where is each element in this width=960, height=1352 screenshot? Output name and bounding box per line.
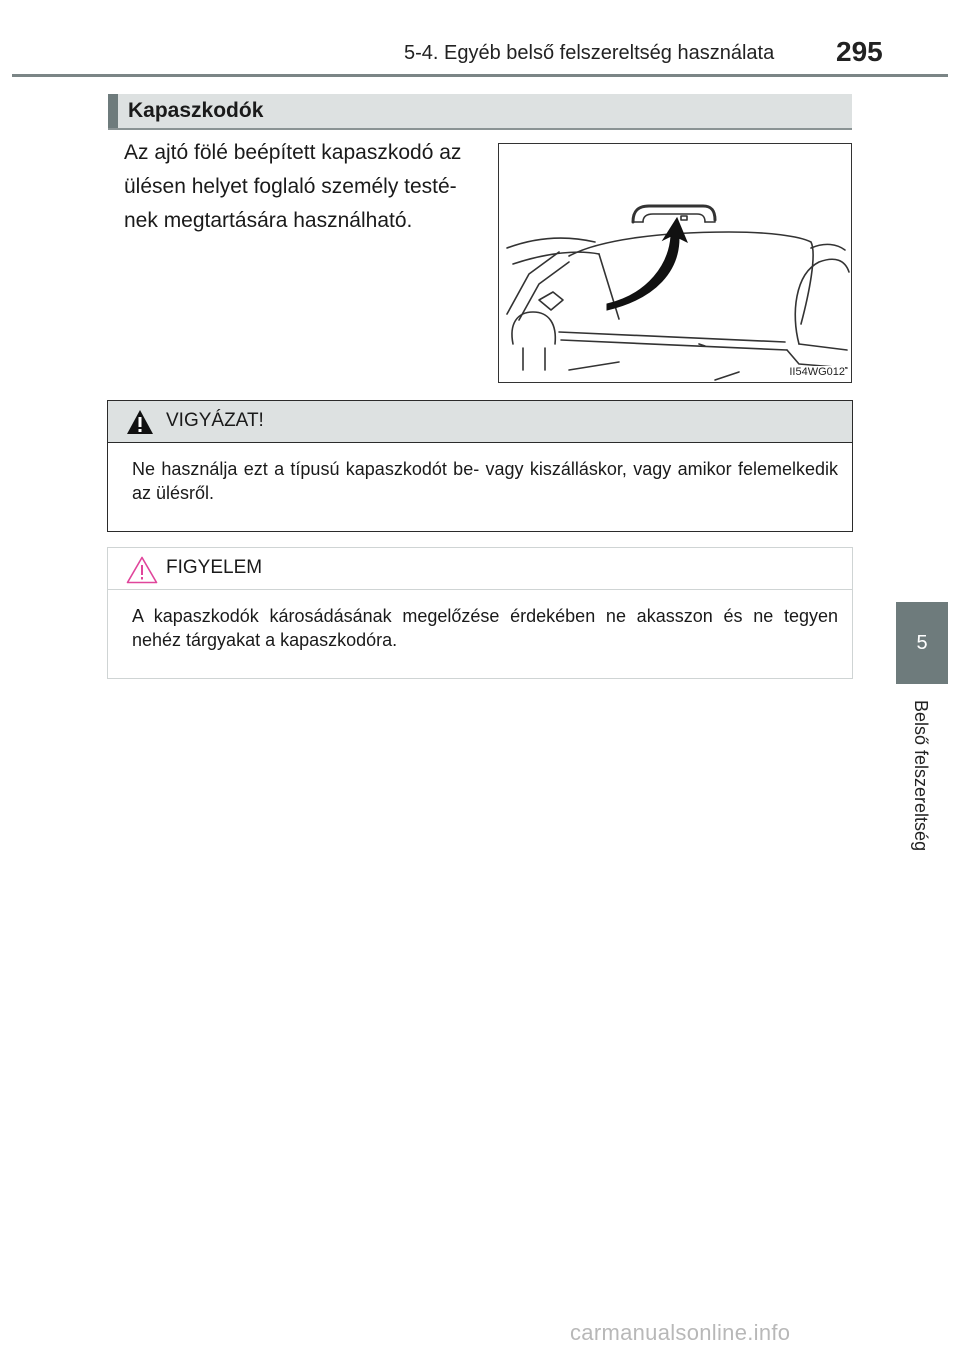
- chapter-label: Belső felszereltség: [911, 700, 931, 852]
- figure-code: II54WG012: [789, 366, 845, 378]
- page-number: 295: [836, 36, 883, 67]
- notice-box-text: A kapaszkodók károsádásának megelőzése érdekében ne akasszon és ne tegyen nehéz tárgyakat a kapaszkodóra.: [132, 606, 838, 650]
- grab-handle-figure: [498, 143, 852, 383]
- intro-paragraph: Az ajtó fölé beépített kapaszkodó az ülésen helyet foglaló személy testé-nek megtartására használható.: [124, 141, 462, 232]
- warning-triangle-icon: [126, 409, 154, 440]
- section-heading-bar: [108, 94, 118, 128]
- section-heading: [108, 94, 852, 130]
- section-heading-text: Kapaszkodók: [128, 99, 264, 122]
- notice-box-header: [108, 548, 852, 590]
- chapter-number: 5: [916, 631, 928, 654]
- watermark: carmanualsonline.info: [570, 1320, 791, 1345]
- warning-box-header: [108, 401, 852, 443]
- notice-box-title: FIGYELEM: [166, 557, 263, 578]
- warning-box-text: Ne használja ezt a típusú kapaszkodót be- vagy kiszálláskor, vagy amikor felemelkedik az ülésről.: [132, 459, 838, 503]
- caution-triangle-icon: [126, 556, 158, 589]
- chapter-tab: [896, 602, 948, 684]
- grab-handle-illustration-icon: [499, 144, 852, 383]
- warning-box-title: VIGYÁZAT!: [166, 410, 264, 431]
- header-divider: [12, 74, 948, 77]
- notice-box: [107, 547, 853, 679]
- running-header-title: 5-4. Egyéb belső felszereltség használata: [404, 42, 775, 64]
- warning-box: [107, 400, 853, 532]
